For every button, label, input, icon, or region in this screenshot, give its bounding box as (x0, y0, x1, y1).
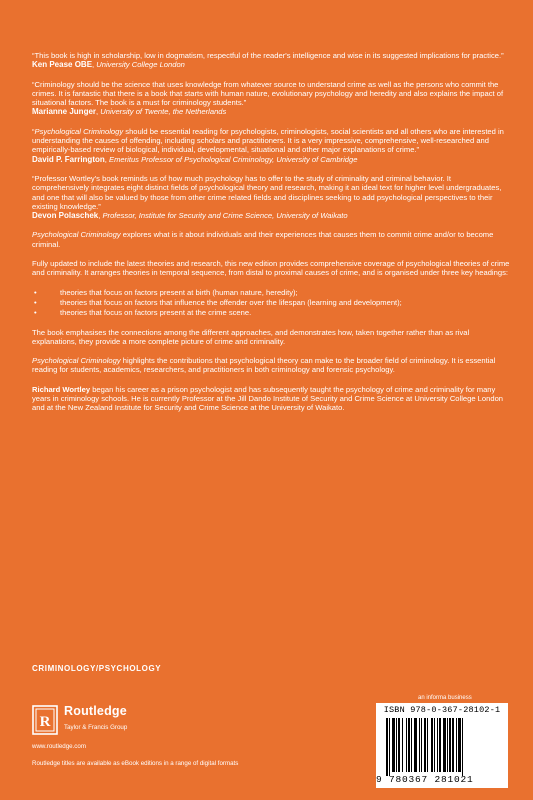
review-quote-4 (32, 174, 510, 220)
routledge-logo-icon (32, 705, 58, 735)
book-title-italic: Psychological Criminology (34, 126, 124, 136)
review-quote-1 (32, 51, 510, 70)
quote-text: “Professor Wortley's book reminds us of how much psychology has to offer to the study of criminality and criminal behavior. It comprehensively integrates eight distinct fields of psychological theory and research, making it an ideal text for higher level undergraduates, and one that will also be valued by those from other crime related fields and disciplines seeking to add psychological perspectives to their existing knowledge.” (32, 173, 502, 211)
publisher-group: Taylor & Francis Group (64, 724, 128, 731)
ebook-note: Routledge titles are available as eBook editions in a range of digital formats (32, 760, 239, 767)
subject-category: CRIMINOLOGY/PSYCHOLOGY (32, 664, 162, 673)
book-title-italic: Psychological Criminology (32, 356, 121, 366)
review-quote-3 (32, 127, 510, 164)
barcode-number: 9 780367 281021 (376, 774, 474, 785)
quote-text (32, 127, 510, 155)
quote-text: “Criminology should be the science that uses knowledge from whatever source to understand crime as well as the persons who commit the crimes. It is fantastic that there is a book that starts with human nature, evolutionary psychology and heredity and also explains the impact of situational factors. The book is a must for criminology students.” (32, 79, 504, 108)
quote-body: should be essential reading for psychologists, criminologists, social scientists and all others who are interested in understanding the causes of offending, including scholars and practitioners. It is a very impressive, comprehensive, well-researched and empirically-based review of biological, individual, developmental, situational and other major explanations of crime.” (32, 126, 504, 155)
author-bio (32, 385, 510, 413)
isbn-label: ISBN 978-0-367-28102-1 (383, 705, 501, 715)
author-bio-text: began his career as a prison psychologist and has subsequently taught the psychology of crime and criminality for many years in criminology schools. He is currently Professor at the Jill Dando Institute of Security and Crime Science at University College London and at the New Zealand Institute for Security and Crime Science at the University of Waikato. (32, 384, 504, 413)
quote-attribution: David P. Farrington, Emeritus Professor of Psychological Criminology, University of Cambridge (32, 154, 358, 164)
description-paragraph-2: Fully updated to include the latest theories and research, this new edition provides comprehensive coverage of psychological theories of crime and criminality. It arranges theories in temporal sequence, from distal to proximal causes of crime, and is organised under three key headings: (32, 259, 510, 278)
description-paragraph-1 (32, 230, 510, 249)
reviewer-name: Ken Pease OBE (32, 60, 93, 70)
reviewer-affiliation: University College London (96, 60, 185, 70)
barcode-icon (384, 718, 500, 776)
svg-text:R: R (39, 714, 51, 730)
publisher-url: www.routledge.com (32, 743, 86, 750)
book-title-italic: Psychological Criminology (32, 230, 121, 240)
reviewer-affiliation: Professor, Institute for Security and Crime Science, University of Waikato (102, 211, 348, 221)
list-item: • theories that focus on factors present at the crime scene. (32, 308, 510, 317)
description-paragraph-4 (32, 356, 510, 375)
isbn-barcode (376, 703, 508, 788)
quote-attribution: Devon Polaschek, Professor, Institute for Security and Crime Science, University of Waikato (32, 211, 348, 221)
quote-open-mark: “ (32, 126, 35, 136)
reviewer-name: Devon Polaschek (32, 211, 99, 221)
list-item: • theories that focus on factors present at birth (human nature, heredity); (32, 288, 510, 297)
reviewer-affiliation: Emeritus Professor of Psychological Criminology, University of Cambridge (109, 154, 358, 164)
quote-attribution: Marianne Junger, University of Twente, the Netherlands (32, 107, 227, 117)
publisher-name: Routledge (64, 704, 127, 718)
review-quote-2 (32, 80, 510, 117)
publisher-logo (32, 705, 142, 737)
description-paragraph-3: The book emphasises the connections among the different approaches, and demonstrates how, taken together rather than as rival explanations, they provide a more complete picture of crime and criminality. (32, 327, 470, 346)
reviewer-name: David P. Farrington (32, 154, 105, 164)
list-item: • theories that focus on factors that influence the offender over the lifespan (learning and development); (32, 298, 510, 307)
reviewer-affiliation: University of Twente, the Netherlands (100, 107, 227, 117)
key-headings-list (32, 288, 510, 318)
paragraph-text: explores what is it about individuals and their experiences that causes them to commit crime and/or to become criminal. (32, 230, 494, 249)
paragraph-text: highlights the contributions that psychological theory can make to the broader field of criminology. It is essential reading for students, academics, researchers, and practitioners in both criminology and forensic psychology. (32, 356, 496, 375)
quote-text: “This book is high in scholarship, low in dogmatism, respectful of the reader's intelligence and wise in its suggested implications for practice.” (32, 51, 504, 60)
author-name: Richard Wortley (32, 384, 91, 394)
cover-text (32, 51, 510, 423)
reviewer-name: Marianne Junger (32, 107, 97, 117)
informa-note: an informa business (418, 695, 472, 701)
quote-attribution: Ken Pease OBE, University College London (32, 60, 185, 70)
